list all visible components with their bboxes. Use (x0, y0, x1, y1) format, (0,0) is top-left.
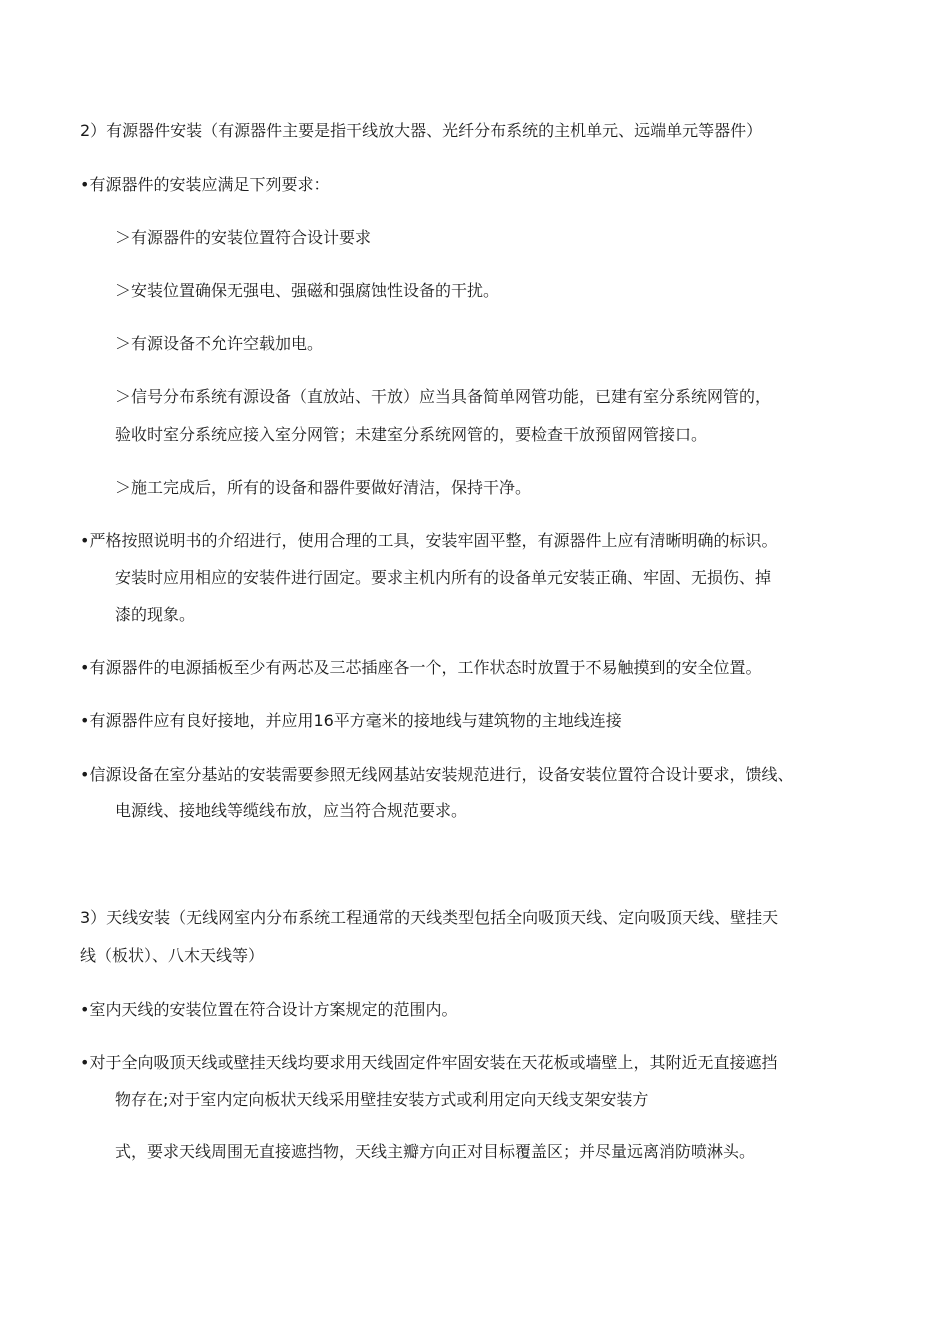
section-3-heading-2: 线（板状）、八木天线等） (80, 946, 265, 965)
sub-item-no-load: ＞有源设备不允许空载加电。 (115, 334, 324, 353)
bullet-instructions-2: 安装时应用相应的安装件进行固定。要求主机内所有的设备单元安装正确、牢固、无损伤、掉 (115, 568, 772, 587)
bullet-signal-source-2: 电源线、接地线等缆线布放，应当符合规范要求。 (115, 801, 468, 820)
bullet-antenna-mount-1: •对于全向吸顶天线或壁挂天线均要求用天线固定件牢固安装在天花板或墙壁上，其附近无直接遮挡 (80, 1053, 778, 1072)
sub-item-location: ＞有源器件的安装位置符合设计要求 (115, 228, 372, 247)
sub-item-network-mgmt-1: ＞信号分布系统有源设备（直放站、干放）应当具备简单网管功能，已建有室分系统网管的， (115, 387, 772, 406)
bullet-power-strip: •有源器件的电源插板至少有两芯及三芯插座各一个，工作状态时放置于不易触摸到的安全位置。 (80, 658, 762, 677)
sub-item-interference: ＞安装位置确保无强电、强磁和强腐蚀性设备的干扰。 (115, 281, 500, 300)
bullet-instructions-3: 漆的现象。 (115, 605, 196, 624)
bullet-instructions-1: •严格按照说明书的介绍进行，使用合理的工具，安装牢固平整，有源器件上应有清晰明确的标识。 (80, 531, 778, 550)
bullet-signal-source-1: •信源设备在室分基站的安装需要参照无线网基站安装规范进行，设备安装位置符合设计要求，馈线、 (80, 765, 794, 784)
section-3-heading-1: 3）天线安装（无线网室内分布系统工程通常的天线类型包括全向吸顶天线、定向吸顶天线、壁挂天 (80, 908, 779, 927)
sub-item-network-mgmt-2: 验收时室分系统应接入室分网管；未建室分系统网管的，要检查干放预留网管接口。 (115, 425, 708, 444)
bullet-antenna-mount-2: 物存在;对于室内定向板状天线采用壁挂安装方式或利用定向天线支架安装方 (115, 1090, 649, 1109)
bullet-requirements: •有源器件的安装应满足下列要求： (80, 175, 330, 194)
bullet-grounding: •有源器件应有良好接地，并应用16平方毫米的接地线与建筑物的主地线连接 (80, 711, 622, 730)
bullet-antenna-mount-3: 式，要求天线周围无直接遮挡物，天线主瓣方向正对目标覆盖区；并尽量远离消防喷淋头。 (115, 1142, 756, 1161)
bullet-antenna-location: •室内天线的安装位置在符合设计方案规定的范围内。 (80, 1000, 458, 1019)
section-2-heading: 2）有源器件安装（有源器件主要是指干线放大器、光纤分布系统的主机单元、远端单元等器件） (80, 121, 763, 140)
sub-item-cleanup: ＞施工完成后，所有的设备和器件要做好清洁，保持干净。 (115, 478, 532, 497)
